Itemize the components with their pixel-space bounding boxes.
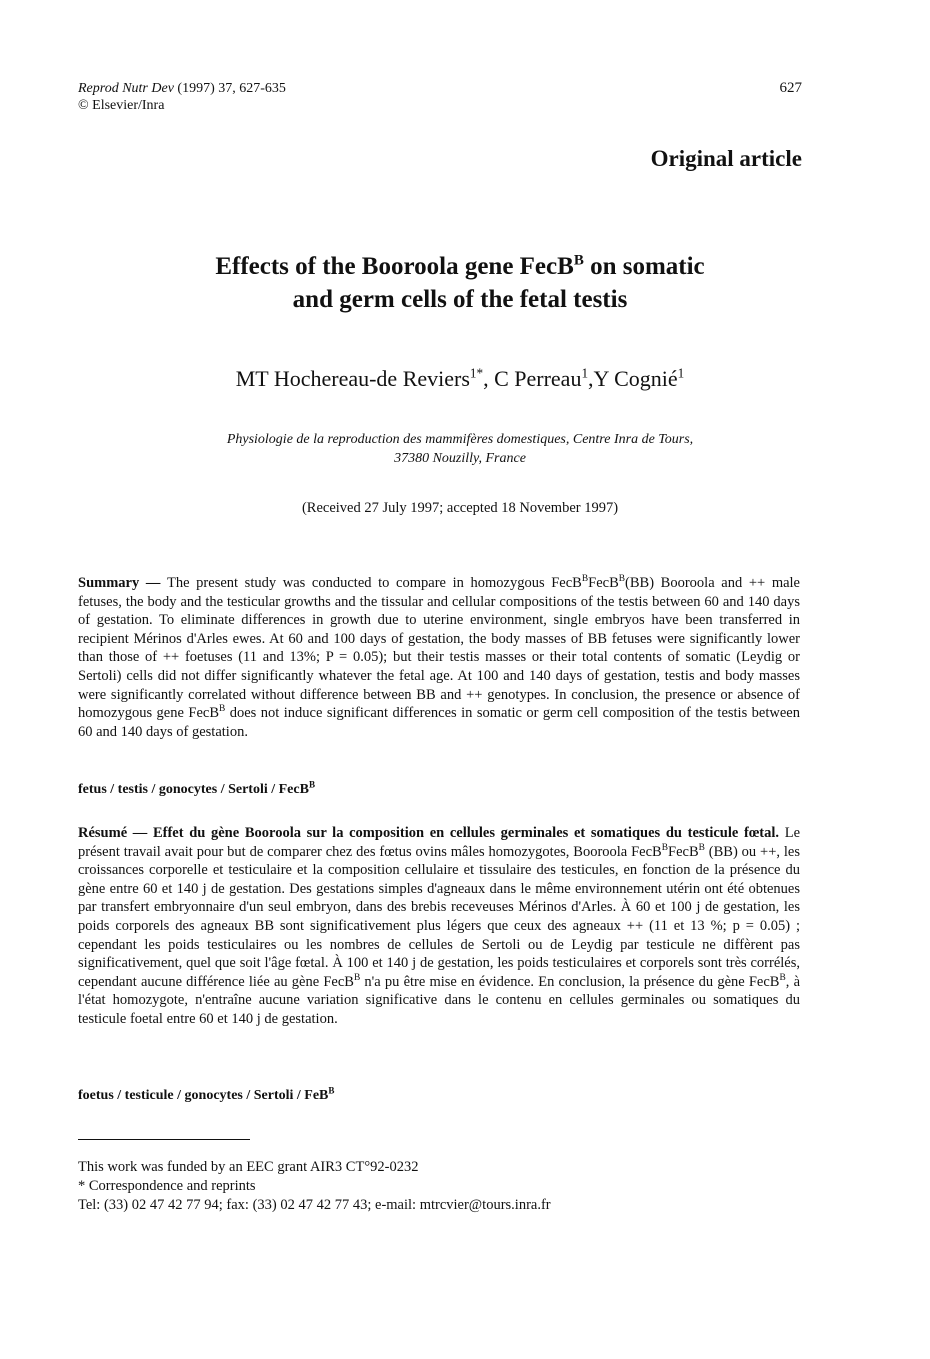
copyright: © Elsevier/Inra — [78, 98, 165, 113]
keywords-french — [78, 1085, 335, 1104]
resume-text-5: , à l'état homozygote, n'entraîne aucune variation significative dans le contenu en cellules germinales ou somatiques du testicule foetal entre 60 et 140 j de gestation. — [78, 973, 801, 1027]
summary-label: Summary — — [78, 575, 167, 591]
journal-citation — [78, 80, 286, 114]
author-1: MT Hochereau-de Reviers — [235, 366, 470, 391]
affiliation-line1: Physiologie de la reproduction des mammifères domestiques, Centre Inra de Tours, — [226, 432, 694, 447]
keywords-english-sup: B — [308, 779, 316, 790]
resume-text-2: FecB — [668, 843, 699, 860]
author-1-sup: 1* — [469, 365, 484, 381]
title-line2: and germ cells of the fetal testis — [292, 286, 628, 313]
page-number: 627 — [779, 80, 802, 96]
summary-paragraph — [78, 574, 800, 741]
resume-text-4: n'a pu être mise en évidence. En conclusion, la présence du gène FecB — [360, 973, 780, 990]
authors — [60, 366, 860, 392]
author-3: ,Y Cognié — [588, 366, 678, 391]
received-dates: (Received 27 July 1997; accepted 18 November 1997) — [301, 500, 619, 516]
summary-sup-1: B — [581, 574, 589, 585]
resume-sup-1: B — [661, 842, 669, 853]
footnote-correspondence: * Correspondence and reprints — [78, 1178, 256, 1194]
journal-name: Reprod Nutr Dev — [78, 81, 174, 96]
keywords-english-text: fetus / testis / gonocytes / Sertoli / FecB — [78, 782, 309, 797]
footnote-funding: This work was funded by an EEC grant AIR3 CT°92-0232 — [78, 1159, 419, 1175]
title-part1: Effects of the Booroola gene FecB — [215, 253, 574, 280]
title-sup: B — [573, 252, 584, 269]
author-2-sup: 1 — [581, 365, 589, 381]
summary-text-3: (BB) Booroola and ++ male fetuses, the body and the testicular growths and the tissular and cellular compositions of the testis between 60 and 140 days of gestation. To eliminate differences in growth due to uterine environment, single embryos have been transferred in recipient Mérinos d'Arles ewes. At 60 and 100 days of gestation, the body masses of BB fetuses were significantly lower than those of ++ foetuses (11 and 13%; P = 0.05); but their testis masses or their total contents of somatic (Leydig or Sertoli) cells did not differ significantly whatever the fetal age. At 100 and 140 days of gestation, testis and body masses were significantly correlated without difference between BB and ++ genotypes. In conclusion, the presence or absence of homozygous gene FecB — [78, 575, 800, 722]
affiliation-line2: 37380 Nouzilly, France — [394, 451, 526, 466]
article-type: Original article — [650, 146, 802, 171]
resume-sup-2: B — [698, 842, 705, 853]
author-3-sup: 1 — [677, 365, 685, 381]
footnote-rule — [78, 1139, 250, 1140]
article-title — [60, 250, 860, 316]
title-part2: on somatic — [583, 253, 705, 280]
resume-label: Résumé — Effet du gène Booroola sur la composition en cellules germinales et somatiques du testicule fœtal. — [78, 825, 780, 841]
summary-text-4: does not induce significant differences in somatic or germ cell composition of the testis between 60 and 140 days of gestation. — [78, 705, 800, 740]
summary-text-1: The present study was conducted to compare in homozygous FecB — [167, 575, 582, 591]
resume-sup-3: B — [353, 972, 361, 983]
resume-paragraph — [78, 824, 800, 1029]
journal-ref: (1997) 37, 627-635 — [173, 81, 286, 96]
resume-text-3: (BB) ou ++, les croissances corporelle et testiculaire et la composition cellulaire et tissulaire des testicules, en fonction de la présence du gène entre 60 et 140 j de gestation. Des gestations simples d'agneaux dans le même environnement utérin ont été obtenues par transfert embryonnaire d'un seul embryon, dans des brebis receveuses Mérinos d'Arles. À 60 et 100 j de gestation, les poids corporels des agneaux BB sont significativement plus légers que ceux des agneaux ++ (11 et 13 %; p = 0.05) ; cependant les poids testiculaires ou les nombres de cellules de Sertoli ou de Leydig par testicule ne diffèrent pas significativement, quel que soit l'âge fœtal. À 100 et 140 j de gestation, les poids testiculaires et corporels sont très corrélés, cependant aucune différence liée au gène FecB — [78, 843, 800, 990]
resume-sup-4: B — [779, 972, 786, 983]
keywords-french-text: foetus / testicule / gonocytes / Sertoli / FeB — [78, 1088, 329, 1103]
summary-sup-3: B — [219, 704, 226, 715]
keywords-french-sup: B — [328, 1085, 335, 1096]
keywords-english — [78, 779, 316, 798]
affiliation — [100, 430, 820, 468]
resume-text-1: Le présent travail avait pour but de comparer chez des fœtus ovins mâles homozygotes, Booroola FecB — [78, 825, 801, 860]
author-2: , C Perreau — [483, 366, 582, 391]
footnote-contact: Tel: (33) 02 47 42 77 94; fax: (33) 02 47 42 77 43; e-mail: mtrcvier@tours.inra.fr — [78, 1197, 551, 1213]
summary-text-2: FecB — [588, 575, 619, 591]
summary-sup-2: B — [618, 574, 626, 585]
